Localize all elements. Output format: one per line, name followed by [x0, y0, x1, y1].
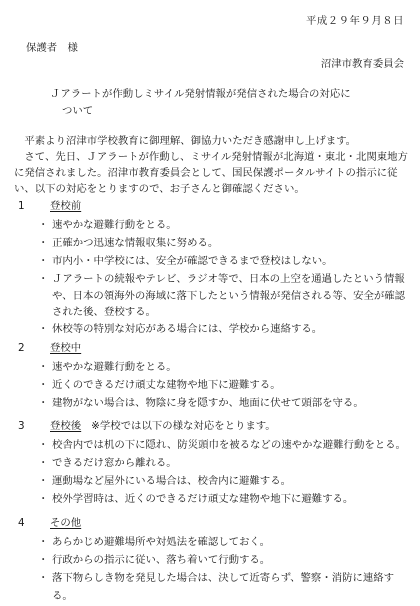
list-item: ・ 運動場など屋外にいる場合は、校舎内に避難する。: [40, 473, 410, 491]
subject-line-1: Ｊアラートが作動しミサイル発射情報が発信された場合の対応に: [50, 88, 351, 100]
section-title: 登校前: [50, 200, 82, 212]
section-items: [14, 217, 410, 339]
section-heading: [14, 515, 410, 531]
list-item: ・ 正確かつ迅速な情報収集に努める。: [40, 235, 410, 253]
section-items: [14, 437, 410, 509]
section-other: [14, 515, 410, 606]
section-before-school: [14, 198, 410, 339]
list-item: ・ 市内小・中学校には、安全が確認できるまで登校はしない。: [40, 253, 410, 271]
section-number: 2: [18, 342, 25, 354]
list-item: ・ あらかじめ避難場所や対処法を確認しておく。: [40, 534, 410, 552]
list-item: ・ 近くのできるだけ頑丈な建物や地下に避難する。: [40, 377, 410, 395]
list-item: ・ 休校等の特別な対応がある場合には、学校から連絡する。: [40, 321, 410, 339]
intro-text: [14, 133, 410, 198]
section-heading: [14, 340, 410, 356]
intro-paragraph-2: さて、先日、Ｊアラートが作動し、ミサイル発射情報が北海道・東北・北関東地方に発信されました。沼津市教育委員会として、国民保護ポータルサイトの指示に従い、以下の対応をとりますので、お子さんと御確認ください。: [14, 151, 408, 196]
sender-name: 沼津市教育委員会: [320, 58, 404, 70]
section-number: 1: [18, 200, 25, 212]
section-number: 4: [18, 517, 25, 529]
section-title: 登校後: [50, 420, 82, 432]
list-item: ・ 速やかな避難行動をとる。: [40, 217, 410, 235]
section-heading: [14, 418, 410, 434]
section-items: [14, 359, 410, 413]
list-item: ・ できるだけ窓から離れる。: [40, 455, 410, 473]
section-title: その他: [50, 517, 82, 529]
subject-line-2: ついて: [62, 104, 94, 117]
section-items: [14, 534, 410, 606]
list-item: ・ 行政からの指示に従い、落ち着いて行動する。: [40, 552, 410, 570]
subject-title: [50, 86, 380, 119]
section-title: 登校中: [50, 342, 82, 354]
section-after-arrival: [14, 418, 410, 509]
intro-paragraph-1: 平素より沼津市学校教育に御理解、御協力いただき感謝申し上げます。: [24, 135, 357, 147]
section-note: ※学校では以下の様な対応をとります。: [91, 420, 276, 432]
list-item: ・ 速やかな避難行動をとる。: [40, 359, 410, 377]
section-number: 3: [18, 420, 25, 432]
list-item: ・ 校舎内では机の下に隠れ、防災頭巾を被るなどの速やかな避難行動をとる。: [40, 437, 410, 455]
list-item: ・ 校外学習時は、近くのできるだけ頑丈な建物や地下に避難する。: [40, 491, 410, 509]
list-item: ・ 落下物らしき物を発見した場合は、決して近寄らず、警察・消防に連絡する。: [40, 570, 410, 606]
list-item: ・ Ｊアラートの続報やテレビ、ラジオ等で、日本の上空を通過したという情報や、日本の領海外の海域に落下したという情報が発信される等、安全が確認された後、登校する。: [40, 271, 410, 322]
list-item: ・ 建物がない場合は、物陰に身を隠すか、地面に伏せて頭部を守る。: [40, 395, 410, 413]
section-on-the-way: [14, 340, 410, 413]
addressee: 保護者 様: [26, 42, 78, 54]
letter-date: 平成２９年９月８日: [305, 15, 404, 27]
section-heading: [14, 198, 410, 214]
